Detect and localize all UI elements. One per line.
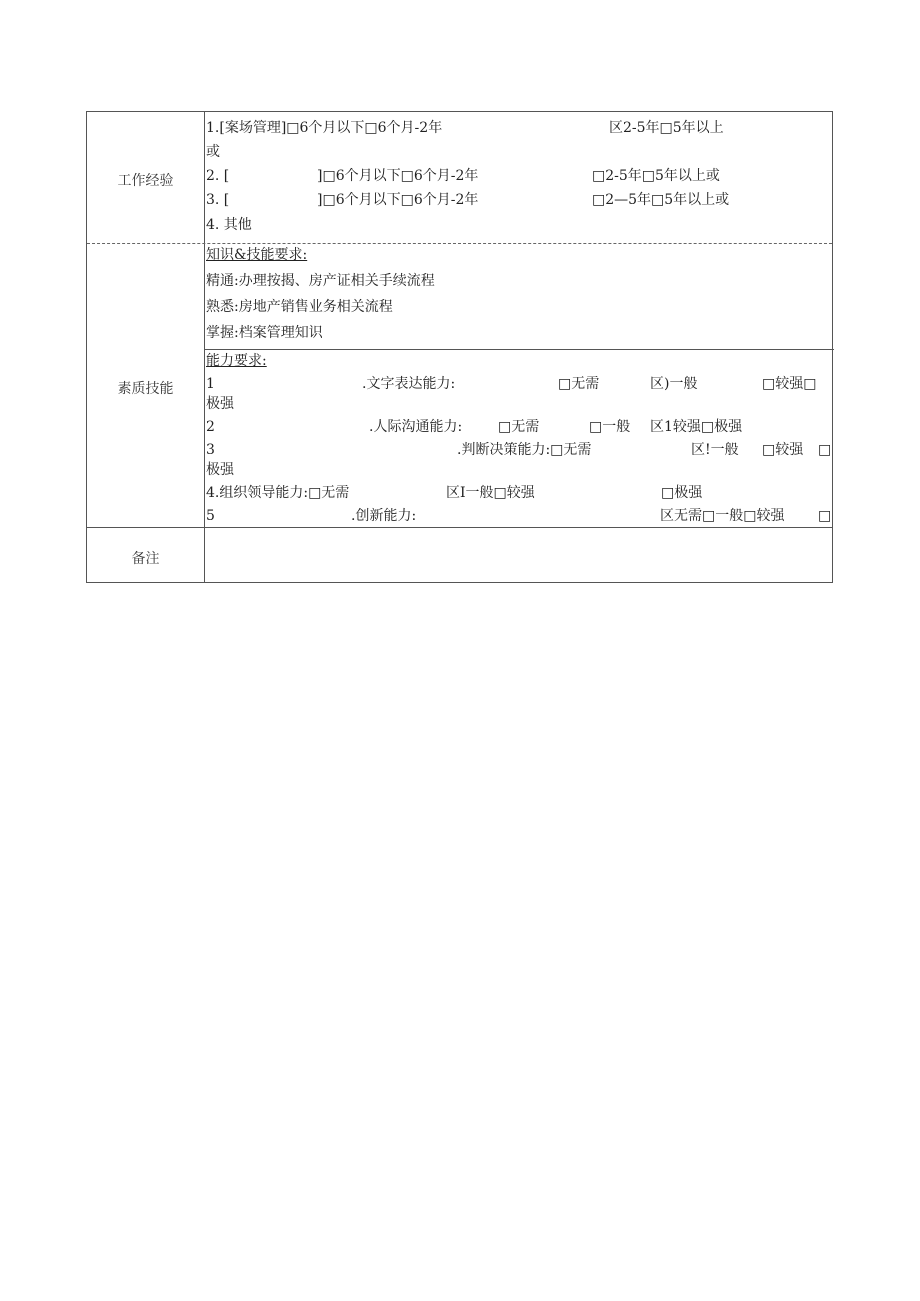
column-divider [204,112,205,582]
ability-1-option: □无需 [558,376,600,392]
ability-5-option: 区无需□一般□较强 [660,508,785,524]
ability-3-number: 3 [206,442,215,458]
experience-line-3-range: ]□6个月以下□6个月-2年 [317,192,479,208]
experience-line-1: 1.[案场管理]□6个月以下□6个月-2年 [206,120,443,136]
knowledge-item: 熟悉:房地产销售业务相关流程 [206,299,393,315]
ability-2-option: □无需 [498,419,540,435]
remarks-label: 备注 [131,551,160,567]
ability-5-number: 5 [206,508,215,524]
ability-3-option: □较强 [762,442,804,458]
ability-2-option: □一般 [589,419,631,435]
section-divider [204,349,834,350]
ability-3-cont: 极强 [206,462,234,478]
experience-line-4: 4. 其他 [206,217,252,233]
job-requirements-table [86,111,833,583]
ability-4-option: □极强 [661,485,703,501]
experience-line-2: 2. [ [206,168,230,184]
ability-5-name: .创新能力: [351,508,417,524]
experience-line-1-cont: 或 [206,144,220,160]
experience-line-2-range: ]□6个月以下□6个月-2年 [317,168,479,184]
ability-title: 能力要求: [206,353,267,369]
quality-label: 素质技能 [117,381,174,397]
ability-3-option: □ [818,442,832,458]
ability-3-option: 区!一般 [691,442,739,458]
experience-line-1-options: 区2-5年□5年以上 [609,120,724,136]
ability-2-option: 区1较强□极强 [650,419,743,435]
ability-1-name: .文字表达能力: [362,376,456,392]
ability-1-cont: 极强 [206,396,234,412]
row-divider [87,243,832,244]
experience-line-3-options: □2—5年□5年以上或 [592,192,730,208]
row-divider [87,527,832,528]
ability-4-option: 区I一般□较强 [446,485,535,501]
ability-1-option: □较强□ [762,376,817,392]
ability-2-number: 2 [206,419,215,435]
knowledge-item: 精通:办理按揭、房产证相关手续流程 [206,273,435,289]
experience-line-3: 3. [ [206,192,230,208]
ability-3-name: .判断决策能力:□无需 [457,442,592,458]
ability-1-option: 区)一般 [650,376,698,392]
experience-label: 工作经验 [117,173,174,189]
knowledge-item: 掌握:档案管理知识 [206,325,323,341]
ability-2-name: .人际沟通能力: [369,419,463,435]
experience-line-2-options: □2-5年□5年以上或 [592,168,720,184]
knowledge-title: 知识&技能要求: [206,247,308,263]
ability-5-option: □ [818,508,832,524]
ability-1-number: 1 [206,376,215,392]
ability-4-name: 4.组织领导能力:□无需 [206,485,350,501]
